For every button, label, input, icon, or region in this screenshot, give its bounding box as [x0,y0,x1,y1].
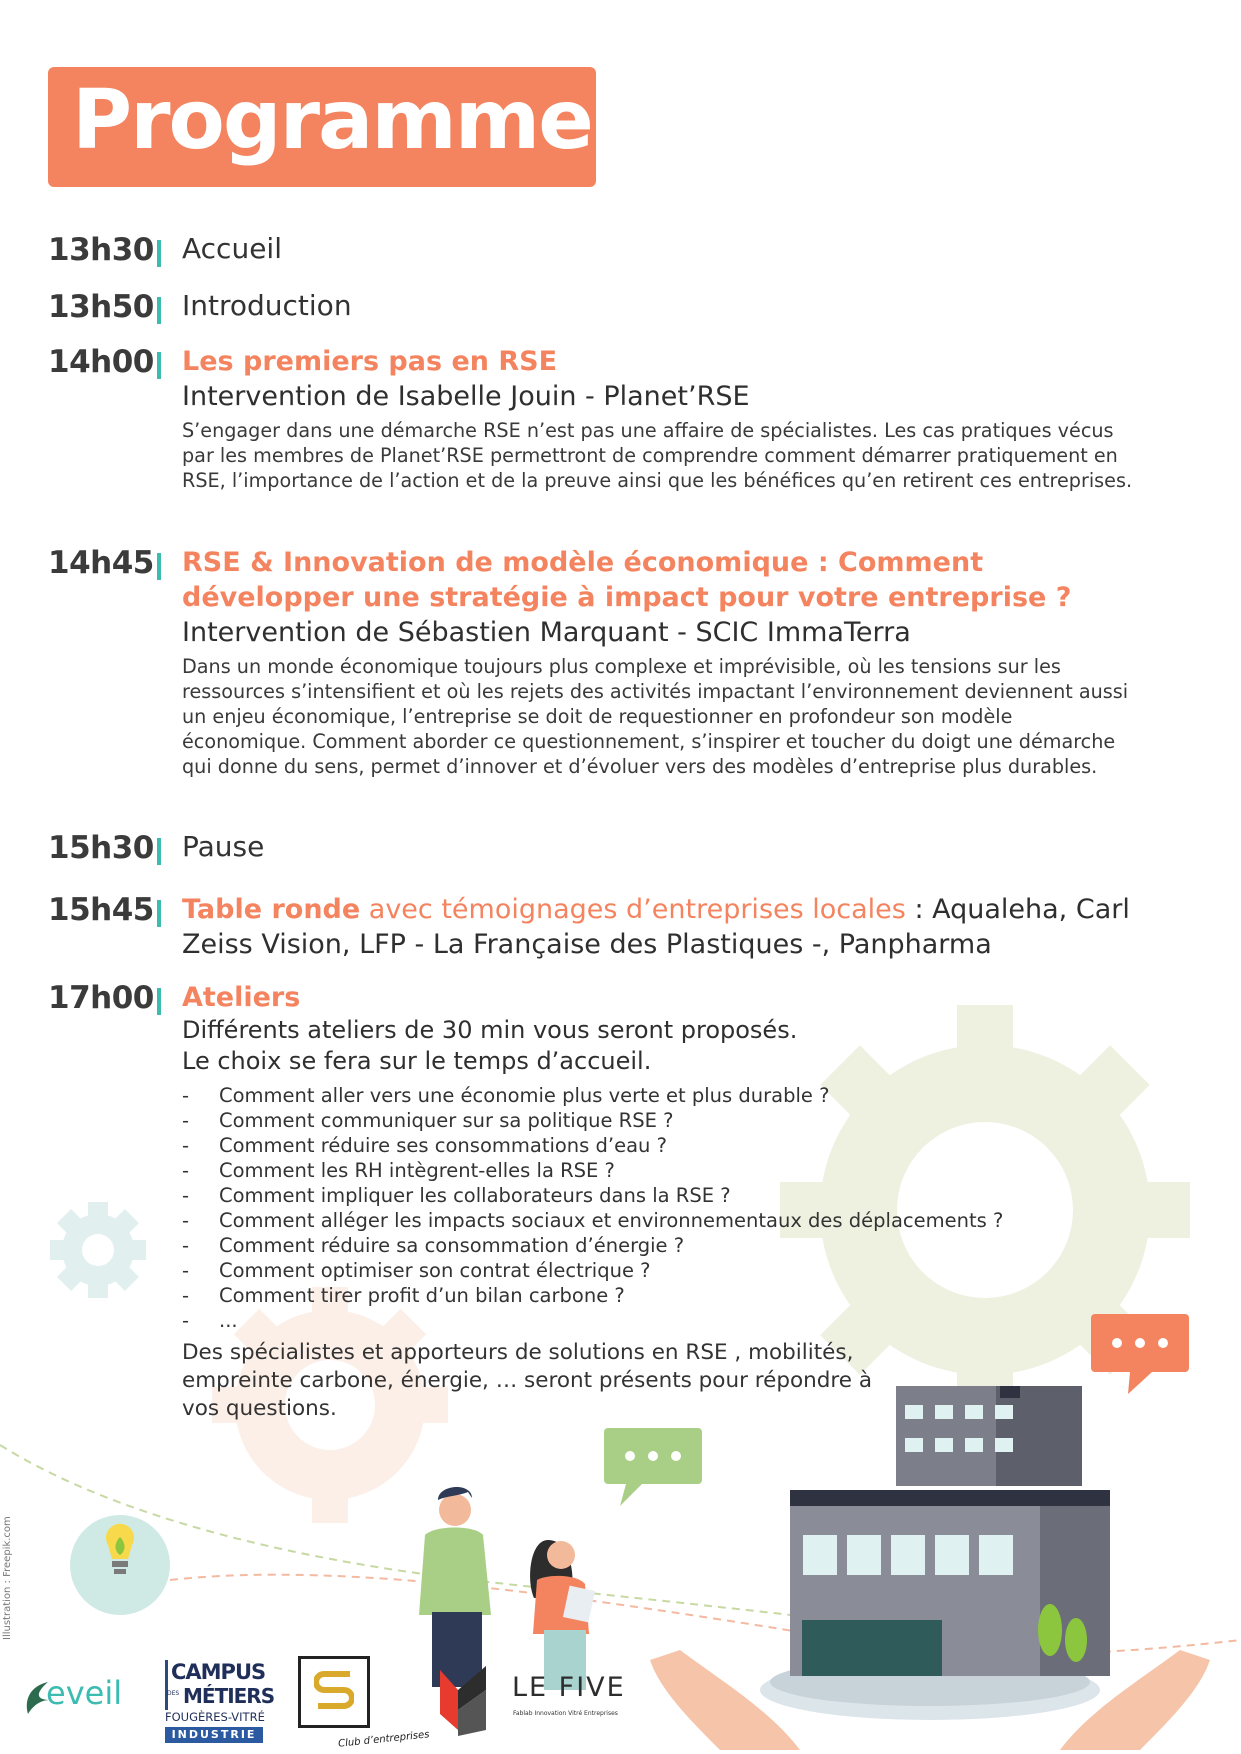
club-s-icon [314,1668,354,1714]
eveil-text: eveil [46,1674,123,1712]
session-description: Dans un monde économique toujours plus complexe et imprévisible, où les tensions sur les ressources s’intensifient et où les rejets des activités impactant l’environnement deviennent aussi un enjeu économique, l’entreprise se doit de requestionner en profondeur son modèle économique. Comment aborder ce questionnement, s’inspirer et toucher du doigt une démarche qui donne du sens, permet d’innover et d’évoluer vers des modèles d’entreprise plus durables. [182,655,1129,778]
campus-des: DES [167,1690,180,1697]
list-item: - Comment aller vers une économie plus verte et plus durable ? [182,1083,1142,1108]
list-item: - Comment réduire ses consommations d’eau ? [182,1133,1142,1158]
session-subtitle: avec témoignages d’entreprises locales [360,894,906,925]
list-item: - Comment tirer profit d’un bilan carbone ? [182,1283,1142,1308]
item-label: Accueil [182,232,282,265]
title-banner [48,67,596,187]
divider [157,297,161,324]
time-label: 15h30 [48,830,154,866]
campus-logo [165,1660,275,1748]
list-item: - Comment réduire sa consommation d’énergie ? [182,1233,1142,1258]
hands-holding-factory-illustration [650,1386,1210,1750]
divider [157,553,161,580]
session-description: S’engager dans une démarche RSE n’est pas une affaire de spécialistes. Les cas pratiques vécus par les membres de Planet’RSE permettront de comprendre comment démarrer pratiquement en RSE, l’importance de l’action et de la preuve ainsi que les bénéfices qu’en retirent ces entreprises. [182,419,1133,492]
list-item: - Comment impliquer les collaborateurs dans la RSE ? [182,1183,1142,1208]
list-item: - Comment les RH intègrent-elles la RSE ? [182,1158,1142,1183]
person-man-illustration [419,1487,491,1687]
eveil-logo [22,1672,132,1722]
list-item: - ... [182,1308,1142,1333]
page-title: Programme [72,73,592,168]
five-name: LE FIVE [512,1672,626,1703]
divider [157,240,161,267]
ateliers-subtitle: Différents ateliers de 30 min vous seront proposés. [182,1016,798,1044]
session-title: Ateliers [182,982,301,1013]
five-mark-icon [436,1660,494,1740]
item-label: Introduction [182,289,352,322]
small-gear-icon [50,1202,146,1298]
ateliers-outro: Des spécialistes et apporteurs de solutions en RSE , mobilités, empreinte carbone, énergie, … seront présents pour répondre à vos questions. [182,1340,873,1421]
company-list: : Aqualeha, Carl Zeiss Vision, LFP - La Française des Plastiques -, Panpharma [182,894,1130,960]
five-tagline: Fablab Innovation Vitré Entreprises [513,1710,618,1717]
campus-line2: MÉTIERS [183,1684,275,1708]
campus-line1: CAMPUS [171,1660,266,1684]
session-title: RSE & Innovation de modèle économique : Comment développer une stratégie à impact pour votre entreprise ? [182,547,1072,613]
club-label: Club d’entreprises [337,1729,430,1750]
session-title: Les premiers pas en RSE [182,346,558,377]
five-logo [436,1660,636,1744]
list-item: - Comment communiquer sur sa politique RSE ? [182,1108,1142,1133]
campus-line4: INDUSTRIE [165,1727,263,1743]
divider [157,900,161,927]
chat-bubble-icon [604,1428,702,1506]
item-label: Pause [182,830,265,863]
lightbulb-icon [70,1515,170,1615]
time-label: 14h00 [48,344,154,380]
time-label: 14h45 [48,545,154,581]
club-logo [298,1656,430,1750]
divider [157,988,161,1015]
time-label: 17h00 [48,980,154,1016]
divider [157,352,161,379]
session-title: Table ronde [182,894,361,925]
ateliers-subtitle: Le choix se fera sur le temps d’accueil. [182,1047,652,1075]
speaker-line: Intervention de Isabelle Jouin - Planet’RSE [182,381,750,412]
campus-line3: FOUGÈRES-VITRÉ [165,1710,265,1724]
speaker-line: Intervention de Sébastien Marquant - SCIC ImmaTerra [182,617,911,648]
divider [157,838,161,865]
time-label: 13h30 [48,232,154,268]
illustration-credit: Illustration : Freepik.com [2,1516,13,1640]
time-label: 13h50 [48,289,154,325]
ateliers-list [182,1083,1142,1333]
list-item: - Comment alléger les impacts sociaux et environnementaux des déplacements ? [182,1208,1142,1233]
list-item: - Comment optimiser son contrat électrique ? [182,1258,1142,1283]
time-label: 15h45 [48,892,154,928]
